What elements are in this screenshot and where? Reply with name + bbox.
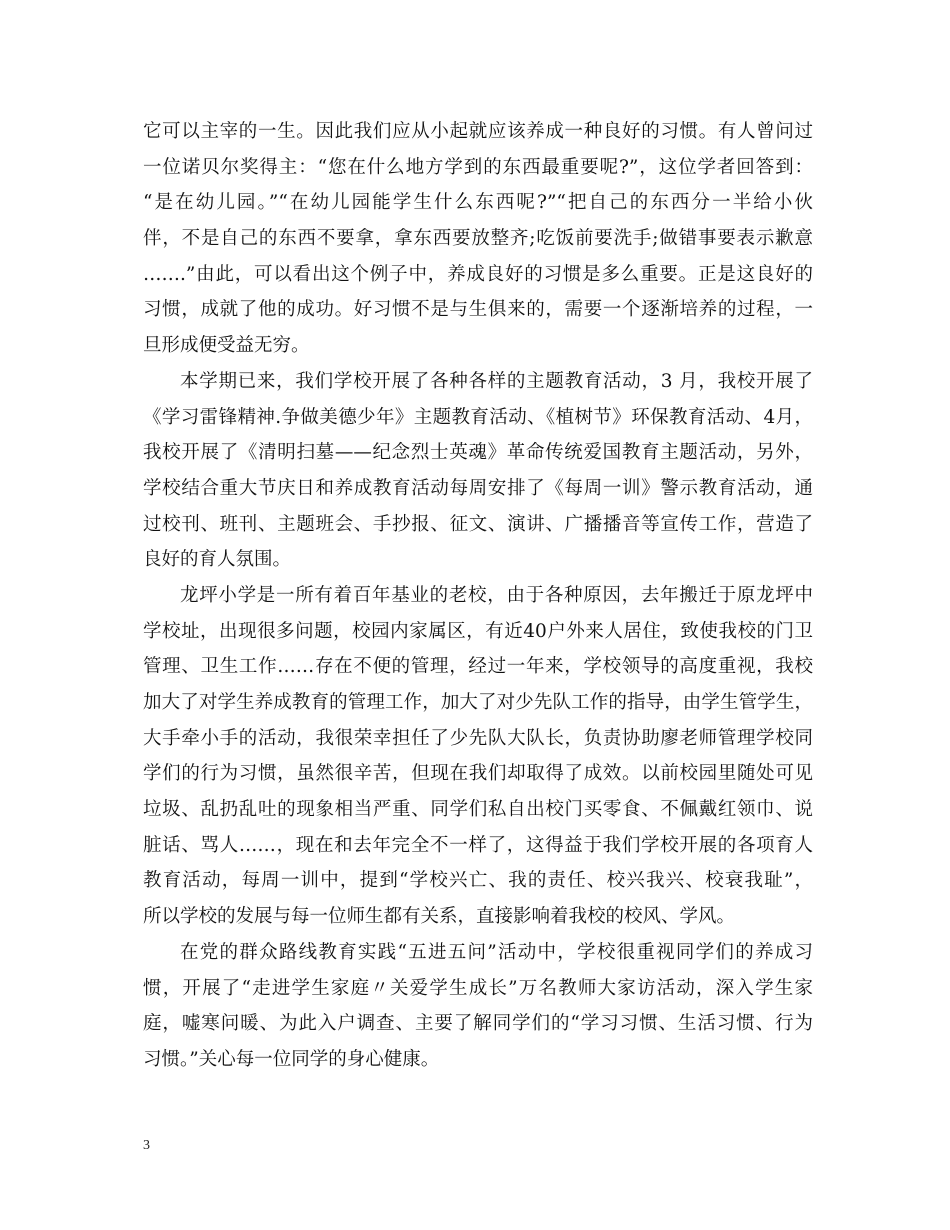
body-text [143, 114, 813, 1078]
text-line: 它可以主宰的一生。因此我们应从小起就应该养成一种良好的习惯。有人曾问过 [143, 121, 813, 142]
text-line: 我校开展了《清明扫墓——纪念烈士英魂》革命传统爱国教育主题活动，另外， [143, 442, 813, 464]
text-line: 旦形成便受益无穷。 [143, 335, 310, 357]
text-line: 垃圾、乱扔乱吐的现象相当严重、同学们私自出校门买零食、不佩戴红领巾、说 [143, 799, 813, 821]
text-line: 龙坪小学是一所有着百年基业的老校，由于各种原因，去年搬迁于原龙坪中 [180, 584, 813, 606]
text-line: 过校刊、班刊、主题班会、手抄报、征文、演讲、广播播音等宣传工作，营造了 [143, 513, 813, 535]
text-line: 习惯。”关心每一位同学的身心健康。 [143, 1048, 440, 1070]
text-line: 习惯，成就了他的成功。好习惯不是与生俱来的，需要一个逐渐培养的过程，一 [143, 299, 813, 321]
text-line: 本学期已来，我们学校开展了各种各样的主题教育活动，3 月，我校开展了 [180, 370, 813, 392]
text-line: “是在幼儿园。”“在幼儿园能学生什么东西呢?”“把自己的东西分一半给小伙 [143, 192, 813, 214]
text-line: 学校结合重大节庆日和养成教育活动每周安排了《每周一训》警示教育活动，通 [143, 477, 813, 499]
text-line: 良好的育人氛围。 [143, 549, 292, 571]
text-line: 管理、卫生工作……存在不便的管理，经过一年来，学校领导的高度重视，我校 [143, 656, 813, 678]
text-line: 在党的群众路线教育实践“五进五问”活动中，学校很重视同学们的养成习 [180, 941, 813, 963]
text-line: 伴，不是自己的东西不要拿，拿东西要放整齐;吃饭前要洗手;做错事要表示歉意 [143, 228, 813, 250]
text-line: 加大了对学生养成教育的管理工作，加大了对少先队工作的指导，由学生管学生， [143, 692, 813, 713]
text-line: 学们的行为习惯，虽然很辛苦，但现在我们却取得了成效。以前校园里随处可见 [143, 763, 813, 785]
text-line: 《学习雷锋精神.争做美德少年》主题教育活动、《植树节》环保教育活动、4月， [143, 406, 813, 428]
text-line: 教育活动，每周一训中，提到“学校兴亡、我的责任、校兴我兴、校衰我耻”， [143, 870, 813, 892]
text-line: 惯，开展了“走进学生家庭〃关爱学生成长”万名教师大家访活动，深入学生家 [143, 977, 813, 999]
text-line: …….”由此，可以看出这个例子中，养成良好的习惯是多么重要。正是这良好的 [143, 263, 813, 285]
text-line: 所以学校的发展与每一位师生都有关系，直接影响着我校的校风、学风。 [143, 906, 736, 928]
text-line: 学校址，出现很多问题，校园内家属区，有近40户外来人居住，致使我校的门卫 [143, 620, 813, 642]
page-number: 3 [143, 1138, 150, 1153]
text-line: 一位诺贝尔奖得主：“您在什么地方学到的东西最重要呢?”，这位学者回答到： [143, 156, 813, 178]
text-line: 大手牵小手的活动，我很荣幸担任了少先队大队长，负责协助廖老师管理学校同 [143, 727, 813, 749]
text-line: 庭，嘘寒问暖、为此入户调查、主要了解同学们的“学习习惯、生活习惯、行为 [143, 1013, 813, 1035]
text-line: 脏话、骂人……，现在和去年完全不一样了，这得益于我们学校开展的各项育人 [143, 834, 813, 856]
